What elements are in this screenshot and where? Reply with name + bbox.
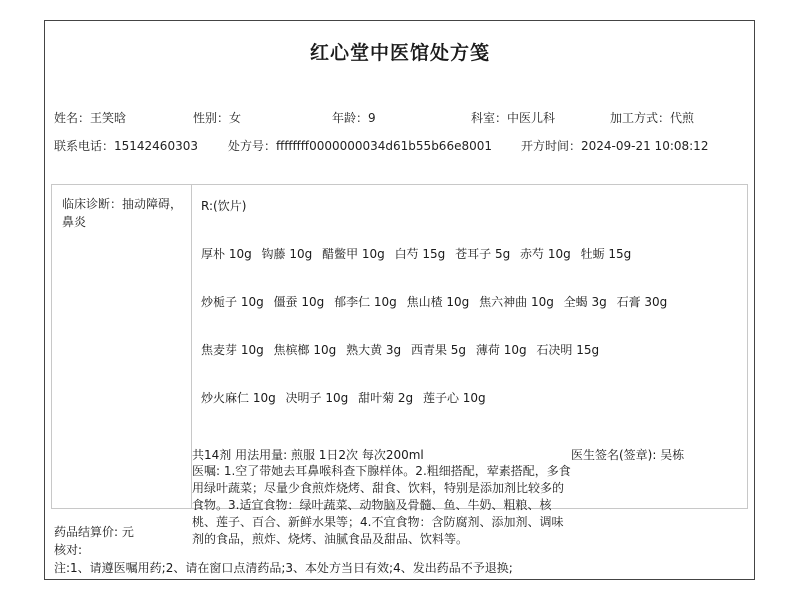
herb-item: 焦槟榔 10g (273, 343, 337, 357)
settlement-price: 药品结算价: 元 (54, 525, 134, 539)
processing-method: 加工方式：代煎 (610, 111, 695, 125)
herb-item: 焦山楂 10g (406, 295, 470, 309)
herb-item: 苍耳子 5g (455, 247, 511, 261)
patient-phone: 联系电话：15142460303 (54, 139, 198, 153)
patient-department: 科室：中医儿科 (471, 111, 556, 125)
herb-item: 醋鳖甲 10g (322, 247, 385, 261)
herb-item: 钩藤 10g (261, 247, 313, 261)
clinical-diagnosis: 临床诊断：抽动障碍，鼻炎 (62, 197, 183, 229)
checker: 核对: (54, 543, 83, 557)
prescription-number: 处方号：ffffffff0000000034d61b55b66e8001 (228, 139, 493, 153)
herb-item: 决明子 10g (285, 391, 349, 405)
herb-row (201, 341, 605, 358)
herb-row (201, 245, 637, 262)
herb-item: 石决明 15g (536, 343, 600, 357)
prescription-time: 开方时间：2024-09-21 10:08:12 (521, 139, 709, 153)
herb-item: 焦六神曲 10g (479, 295, 554, 309)
herb-item: 炒栀子 10g (201, 295, 264, 309)
patient-gender: 性别：女 (193, 111, 242, 125)
footer-notes: 注:1、请遵医嘱用药;2、请在窗口点清药品;3、本处方当日有效;4、发出药品不予退换; (54, 561, 513, 575)
herb-item: 牡蛎 15g (580, 247, 632, 261)
herb-item: 石膏 30g (616, 295, 668, 309)
rx-label: R:(饮片) (201, 199, 247, 213)
herb-item: 僵蚕 10g (273, 295, 325, 309)
herb-item: 焦麦芽 10g (201, 343, 264, 357)
herb-item: 郁李仁 10g (334, 295, 397, 309)
medical-advice: 医嘱: 1.空了带她去耳鼻喉科查下腺样体。2.粗细搭配，荤素搭配，多食用绿叶蔬菜；尽量少食煎炸烧烤、甜食、饮料，特别是添加剂比较多的食物。3.适宜食物：绿叶蔬菜、动物脑及骨髓、鱼、牛奶、粗粮、核桃、莲子、百合、新鲜水果等；4.不宜食物：含防腐剂、添加剂、调味剂的食品，煎炸、烧烤、油腻食品及甜品、饮料等。 (192, 464, 571, 546)
herb-item: 全蝎 3g (563, 295, 607, 309)
patient-age: 年龄：9 (332, 111, 376, 125)
herb-item: 赤芍 10g (520, 247, 571, 261)
doctor-signature: 医生签名(签章): 吴栋 (571, 448, 685, 462)
herb-item: 薄荷 10g (475, 343, 527, 357)
herb-item: 莲子心 10g (422, 391, 486, 405)
prescription-title: 红心堂中医馆处方笺 (309, 42, 490, 64)
herb-item: 白芍 15g (394, 247, 446, 261)
herb-item: 厚朴 10g (201, 247, 252, 261)
patient-name: 姓名：王笑晗 (54, 111, 127, 125)
herb-item: 炒火麻仁 10g (201, 391, 276, 405)
herb-row (201, 389, 492, 406)
herb-row (201, 293, 673, 310)
usage-instructions: 共14剂 用法用量: 煎服 1日2次 每次200ml (192, 448, 424, 462)
herb-item: 西青果 5g (410, 343, 467, 357)
herb-item: 熟大黄 3g (346, 343, 402, 357)
herb-item: 甜叶菊 2g (358, 391, 414, 405)
